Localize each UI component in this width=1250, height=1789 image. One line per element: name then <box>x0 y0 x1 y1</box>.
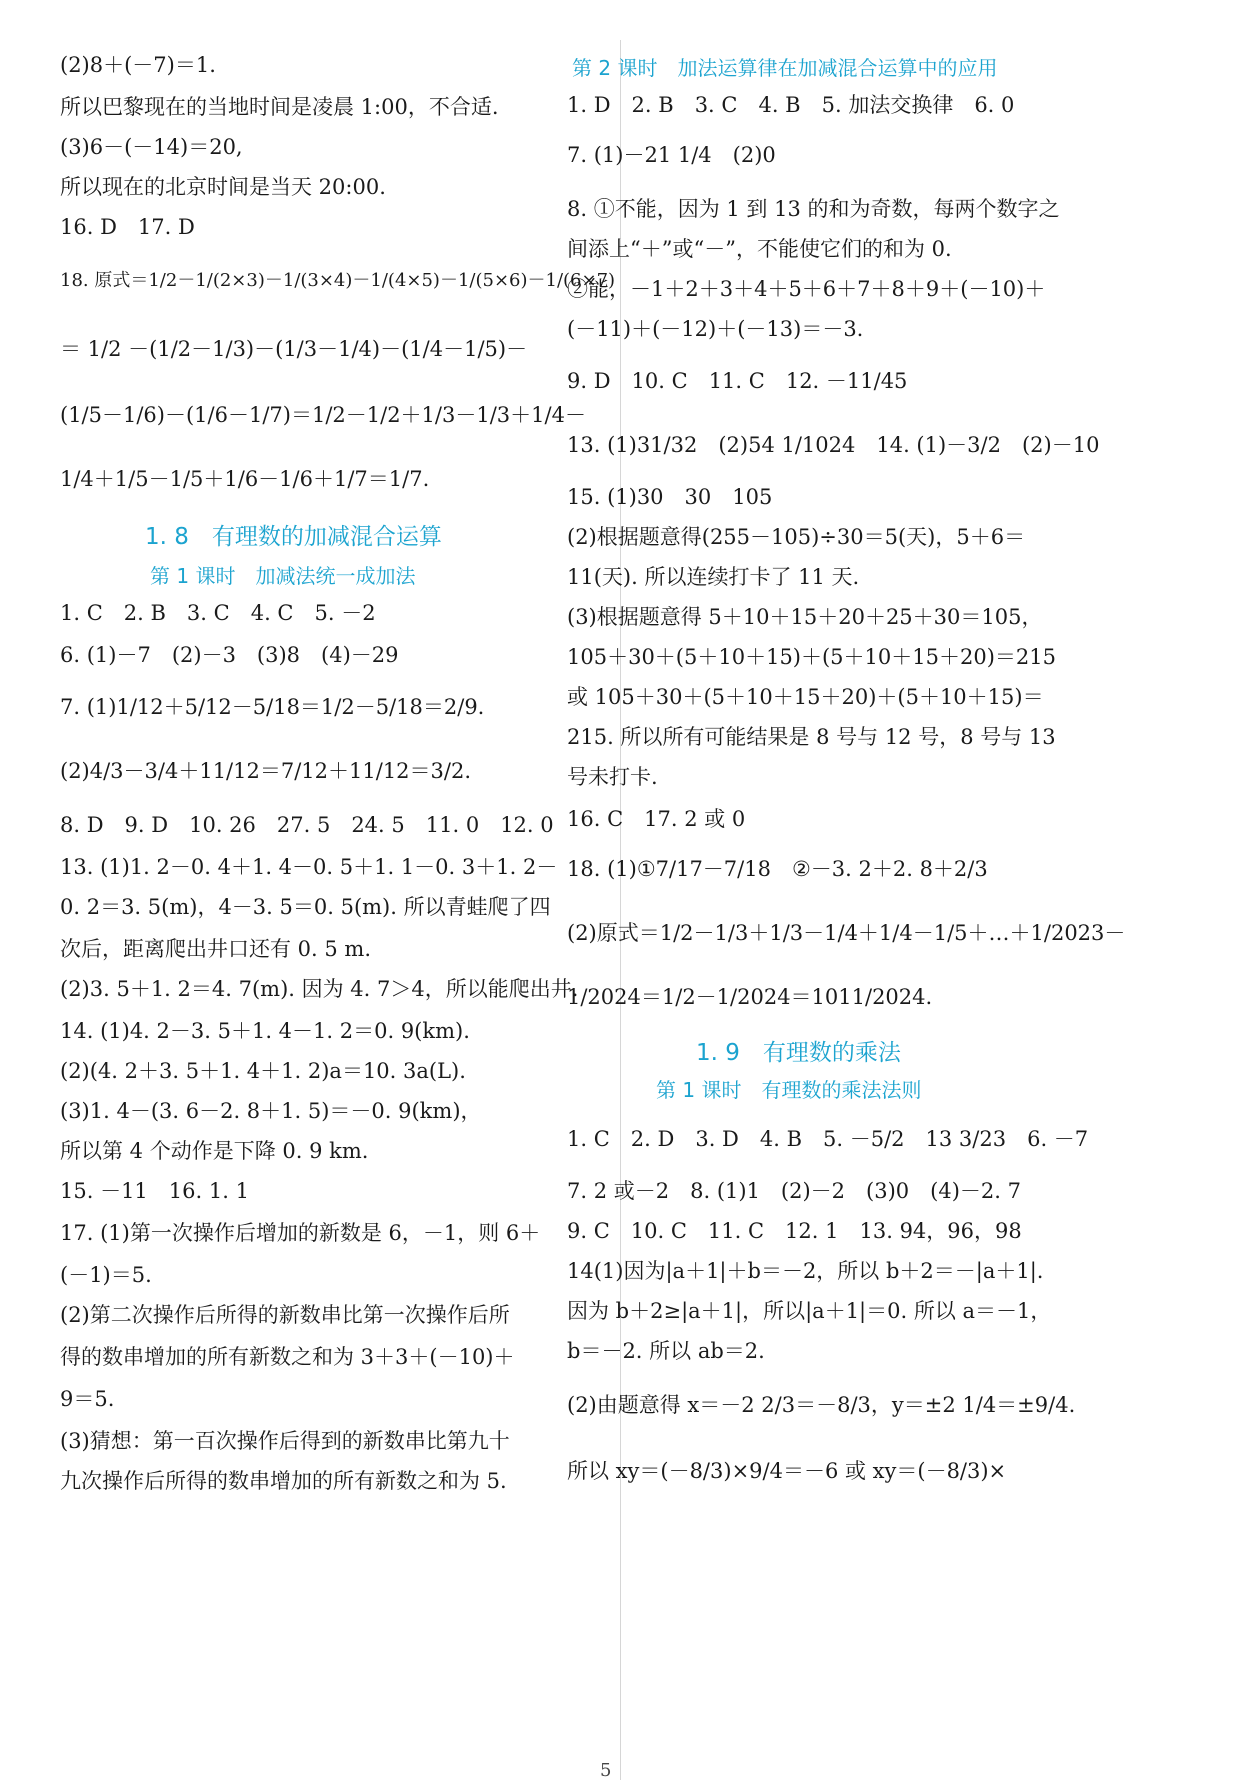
answer-line: 7. 2 或－2 8. (1)1 (2)－2 (3)0 (4)－2. 7 <box>567 1179 1021 1203</box>
answer-line: 16. D 17. D <box>60 215 195 239</box>
answer-line: 1/4＋1/5－1/5＋1/6－1/6＋1/7＝1/7. <box>60 467 430 491</box>
answer-line: 9. C 10. C 11. C 12. 1 13. 94，96，98 <box>567 1219 1022 1243</box>
answer-line: 215. 所以所有可能结果是 8 号与 12 号，8 号与 13 <box>567 725 1056 749</box>
answer-line: 105＋30＋(5＋10＋15)＋(5＋10＋15＋20)＝215 <box>567 645 1056 669</box>
page-number: 5 <box>600 1760 612 1781</box>
answer-line: (3)1. 4－(3. 6－2. 8＋1. 5)＝－0. 9(km)， <box>60 1099 482 1123</box>
answer-line: ②能，－1＋2＋3＋4＋5＋6＋7＋8＋9＋(－10)＋ <box>567 277 1046 301</box>
answer-line: 所以第 4 个动作是下降 0. 9 km. <box>60 1139 369 1163</box>
answer-line: (2)8＋(－7)＝1. <box>60 53 216 77</box>
answer-line: 15. (1)30 30 105 <box>567 485 773 509</box>
section-title: 1. 8 有理数的加减混合运算 <box>145 524 442 550</box>
answer-line: ＝ 1/2 －(1/2－1/3)－(1/3－1/4)－(1/4－1/5)－ <box>60 337 528 361</box>
answer-line: 1. D 2. B 3. C 4. B 5. 加法交换律 6. 0 <box>567 93 1015 117</box>
answer-line: 因为 b＋2≥|a＋1|，所以|a＋1|＝0. 所以 a＝－1， <box>567 1299 1052 1323</box>
answer-line: (3)猜想：第一百次操作后得到的新数串比第九十 <box>60 1429 510 1453</box>
answer-line: b＝－2. 所以 ab＝2. <box>567 1339 765 1363</box>
answer-line: 得的数串增加的所有新数之和为 3＋3＋(－10)＋ <box>60 1345 515 1369</box>
answer-line: 11(天). 所以连续打卡了 11 天. <box>567 565 860 589</box>
answer-line: 9＝5. <box>60 1387 115 1411</box>
answer-line: (3)根据题意得 5＋10＋15＋20＋25＋30＝105， <box>567 605 1043 629</box>
answer-line: 13. (1)1. 2－0. 4＋1. 4－0. 5＋1. 1－0. 3＋1. 2－ <box>60 855 558 879</box>
answer-line: 所以现在的北京时间是当天 20:00. <box>60 175 386 199</box>
answer-line: 18. 原式＝1/2－1/(2×3)－1/(3×4)－1/(4×5)－1/(5×6)－1/(6×7) <box>60 270 616 291</box>
answer-line: (2)3. 5＋1. 2＝4. 7(m). 因为 4. 7＞4，所以能爬出井. <box>60 977 579 1001</box>
answer-line: 14(1)因为|a＋1|＋b＝－2，所以 b＋2＝－|a＋1|. <box>567 1259 1044 1283</box>
answer-line: (2)由题意得 x＝－2 2/3＝－8/3，y＝±2 1/4＝±9/4. <box>567 1393 1076 1417</box>
answer-line: (3)6－(－14)＝20, <box>60 135 243 159</box>
answer-line: 或 105＋30＋(5＋10＋15＋20)＋(5＋10＋15)＝ <box>567 685 1044 709</box>
answer-line: 7. (1)1/12＋5/12－5/18＝1/2－5/18＝2/9. <box>60 695 485 719</box>
answer-line: (2)(4. 2＋3. 5＋1. 4＋1. 2)a＝10. 3a(L). <box>60 1059 466 1083</box>
lesson-title: 第 1 课时 有理数的乘法法则 <box>656 1078 922 1102</box>
answer-line: (－1)＝5. <box>60 1263 152 1287</box>
answer-line: 17. (1)第一次操作后增加的新数是 6，－1，则 6＋ <box>60 1221 541 1245</box>
section-title: 1. 9 有理数的乘法 <box>696 1040 901 1066</box>
answer-line: 0. 2＝3. 5(m)，4－3. 5＝0. 5(m). 所以青蛙爬了四 <box>60 895 551 919</box>
answer-line: 8. D 9. D 10. 26 27. 5 24. 5 11. 0 12. 0 <box>60 813 554 837</box>
answer-line: 所以 xy＝(－8/3)×9/4＝－6 或 xy＝(－8/3)× <box>567 1459 1007 1483</box>
answer-line: 6. (1)－7 (2)－3 (3)8 (4)－29 <box>60 643 399 667</box>
answer-line: 16. C 17. 2 或 0 <box>567 807 746 831</box>
answer-line: 号未打卡. <box>567 765 658 789</box>
answer-line: (2)根据题意得(255－105)÷30＝5(天)，5＋6＝ <box>567 525 1026 549</box>
answer-line: 所以巴黎现在的当地时间是凌晨 1:00，不合适. <box>60 95 499 119</box>
answer-line: 8. ①不能，因为 1 到 13 的和为奇数，每两个数字之 <box>567 197 1060 221</box>
answer-line: 1. C 2. B 3. C 4. C 5. －2 <box>60 601 376 625</box>
answer-line: (2)4/3－3/4＋11/12＝7/12＋11/12＝3/2. <box>60 759 472 783</box>
lesson-title: 第 1 课时 加减法统一成加法 <box>150 564 416 588</box>
answer-line: (－11)＋(－12)＋(－13)＝－3. <box>567 317 864 341</box>
answer-line: 13. (1)31/32 (2)54 1/1024 14. (1)－3/2 (2)－10 <box>567 433 1100 457</box>
answer-line: 1/2024＝1/2－1/2024＝1011/2024. <box>567 985 933 1009</box>
answer-line: (2)原式＝1/2－1/3＋1/3－1/4＋1/4－1/5＋…＋1/2023－ <box>567 921 1126 945</box>
answer-line: 14. (1)4. 2－3. 5＋1. 4－1. 2＝0. 9(km). <box>60 1019 470 1043</box>
lesson-title: 第 2 课时 加法运算律在加减混合运算中的应用 <box>572 56 998 80</box>
answer-line: 间添上“＋”或“－”，不能使它们的和为 0. <box>567 237 952 261</box>
answer-line: 次后，距离爬出井口还有 0. 5 m. <box>60 937 372 961</box>
answer-line: 15. －11 16. 1. 1 <box>60 1179 249 1203</box>
answer-line: 九次操作后所得的数串增加的所有新数之和为 5. <box>60 1469 507 1493</box>
answer-line: 9. D 10. C 11. C 12. －11/45 <box>567 369 908 393</box>
answer-line: 7. (1)－21 1/4 (2)0 <box>567 143 776 167</box>
answer-line: 18. (1)①7/17－7/18 ②－3. 2＋2. 8＋2/3 <box>567 857 988 881</box>
answer-line: 1. C 2. D 3. D 4. B 5. －5/2 13 3/23 6. －7 <box>567 1127 1089 1151</box>
answer-line: (2)第二次操作后所得的新数串比第一次操作后所 <box>60 1303 510 1327</box>
answer-line: (1/5－1/6)－(1/6－1/7)＝1/2－1/2＋1/3－1/3＋1/4－ <box>60 403 586 427</box>
